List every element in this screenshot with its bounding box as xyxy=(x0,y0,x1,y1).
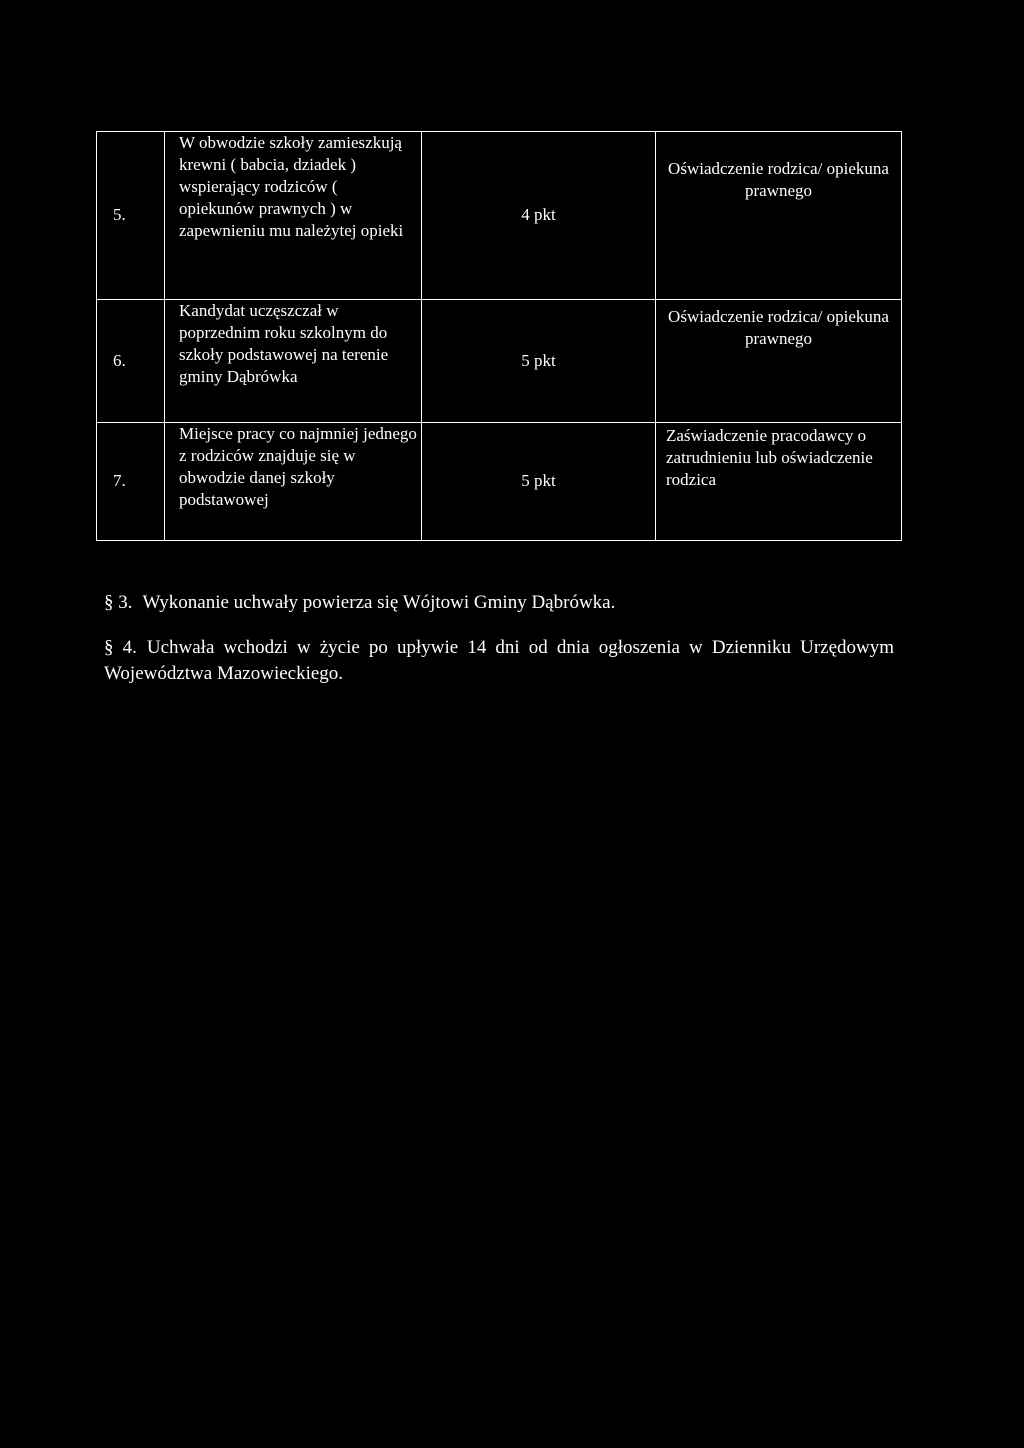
row-number: 6. xyxy=(97,300,165,423)
section-symbol: § 3. xyxy=(104,592,133,613)
table-row xyxy=(97,423,902,541)
paragraph-4 xyxy=(104,635,894,687)
points-value: 4 pkt xyxy=(422,132,656,300)
criterion-text: Miejsce pracy co najmniej jednego z rodziców znajduje się w obwodzie danej szkoły podstawowej xyxy=(165,423,422,541)
paragraph-text: Wykonanie uchwały powierza się Wójtowi Gminy Dąbrówka. xyxy=(142,592,616,613)
points-value: 5 pkt xyxy=(422,300,656,423)
criterion-text: Kandydat uczęszczał w poprzednim roku szkolnym do szkoły podstawowej na terenie gminy Dąbrówka xyxy=(165,300,422,423)
points-value: 5 pkt xyxy=(422,423,656,541)
criteria-table xyxy=(96,131,902,541)
paragraph-text: Uchwała wchodzi w życie po upływie 14 dni od dnia ogłoszenia w Dzienniku Urzędowym Województwa Mazowieckiego. xyxy=(104,637,895,684)
required-document: Oświadczenie rodzica/ opiekuna prawnego xyxy=(656,132,902,300)
section-symbol: § 4. xyxy=(104,637,137,658)
row-number: 7. xyxy=(97,423,165,541)
paragraph-3 xyxy=(104,590,894,616)
criterion-text: W obwodzie szkoły zamieszkują krewni ( babcia, dziadek ) wspierający rodziców ( opiekunów prawnych ) w zapewnieniu mu należytej opieki xyxy=(165,132,422,300)
table-row xyxy=(97,132,902,300)
required-document: Zaświadczenie pracodawcy o zatrudnieniu lub oświadczenie rodzica xyxy=(656,423,902,541)
table-row xyxy=(97,300,902,423)
row-number: 5. xyxy=(97,132,165,300)
required-document: Oświadczenie rodzica/ opiekuna prawnego xyxy=(656,300,902,423)
